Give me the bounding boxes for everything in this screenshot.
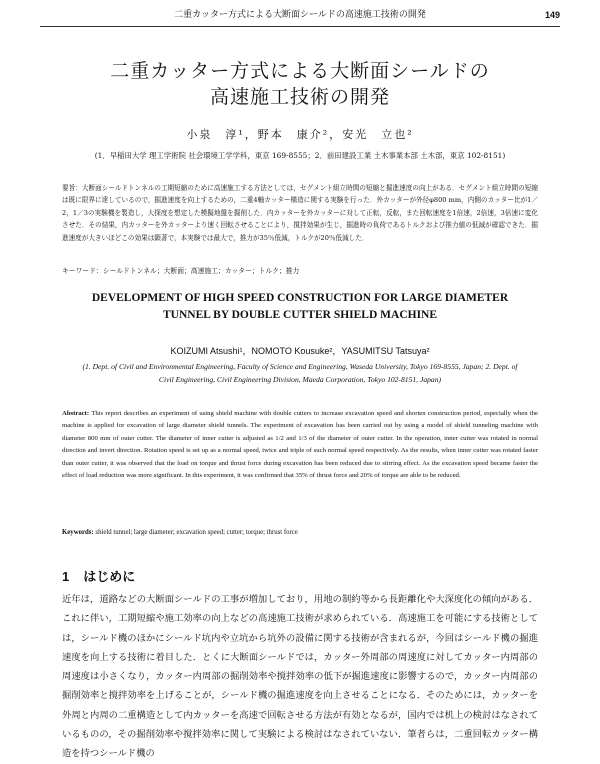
abstract-jp-text: 大断面シールドトンネルの工期短縮のために高速施工する方法としては，セグメント組立時間の短縮と掘進速度の向上がある．セグメント組立時間の短縮は既に限界に達しているので，掘進速度を向上するための，二重4軸カッター構造に関する実験を行った．外カッターが外径φ800 mm，内側のカッター比が1／2，1／3の実験機を製造し，大探度を想定した模擬地盤を掘削した．内カッターを外カッターに対して正転，反転，また回転速度を1倍速，2倍速，3倍速に変化させた．その結果，内カッターを外カッターより速く回転させることにより，撹拌効果が生じ，掘進時の負荷であるトルクおよび推力値の低減が確認できた．掘進速度が大きいほどこの効果は顕著で，本実験では最大で，推力が35％低減，トルクが20％低減した． xyxy=(62,184,538,242)
paper-title-en-line1: DEVELOPMENT OF HIGH SPEED CONSTRUCTION FOR LARGE DIAMETER xyxy=(91,292,509,304)
paper-title-jp-line2: 高速施工技術の開発 xyxy=(209,86,390,108)
abstract-jp xyxy=(62,182,538,244)
running-title: 二重カッター方式による大断面シールドの高速施工技術の開発 xyxy=(174,10,426,20)
keywords-en-label: Keywords: xyxy=(62,529,94,536)
section-title: はじめに xyxy=(83,570,136,585)
section-heading xyxy=(62,566,135,585)
authors-jp: 小泉 淳¹，野本 康介²，安光 立也² xyxy=(186,128,414,141)
keywords-jp-text: シールドトンネル；大断面；高速施工；カッター；トルク；推力 xyxy=(102,267,300,275)
section-number: 1 xyxy=(62,569,70,584)
abstract-en xyxy=(62,408,538,482)
abstract-en-label: Abstract: xyxy=(62,410,90,417)
keywords-en xyxy=(62,529,538,536)
page-number: 149 xyxy=(544,10,560,20)
paper-title-jp-line1: 二重カッター方式による大断面シールドの xyxy=(110,60,490,82)
keywords-jp-label: キーワード： xyxy=(62,267,103,275)
abstract-en-text: This report describes an experiment of using shield machine with double cutters to increase excavation speed and shorten construction period, especially when the machine is applied for excavation of large diameter shield tunnels. The experiment of excavation has been carried out by using a model of shield tunneling machine with diameter 800 mm of outer cutter. The diameter of inner cutter is adjusted as 1/2 and 1/3 of the diameter of outer cutter. In the operation, inner cutter was rotated in normal direction and invert direction. Rotation speed is set up as a normal speed, twice and triple of such normal speed respectively. As the results, when inner cutter was rotated faster than outer cutter, it was observed that the load on torque and thrust force during excavation has been reduced due to stirring effect. As the excavation speed became faster the effect of load reduction was more significant. In this experiment, it was confirmed that 35% of thrust force and 20% of torque are able to be reduced. xyxy=(62,410,538,480)
paper-title-jp xyxy=(40,58,560,110)
authors-en: KOIZUMI Atsushi¹，NOMOTO Kousuke²，YASUMITSU Tatsuya² xyxy=(170,346,430,356)
keywords-en-text: shield tunnel; large diameter; excavation speed; cutter; torque; thrust force xyxy=(95,529,298,536)
body-paragraph: 近年は，道路などの大断面シールドの工事が増加しており，用地の制約等から長距離化や大深度化の傾向がある．これに伴い，工期短縮や施工効率の向上などの高速施工技術が求められている．高速施工を可能にする技術としては，シールド機のほかにシールド坑内や立坑から坑外の設備に関する技術が含まれるが，今回はシールド機の掘進速度を向上する技術に着目した．とくに大断面シールドでは，カッター外周部の周速度に対してカッター内周部の周速度は小さくなり，カッター内周部の掘削効率や撹拌効率の低下が掘進速度に影響するので，カッター内周部の掘削効率と撹拌効率を上げることが，シールド機の掘進速度を向上させることになる．そのためには，カッターを外周と内周の二重構造として内カッターを高速で回転させる方法が有効となるが，国内では机上の検討はなされているものの，その掘削効率や撹拌効率に関して実験による検討はなされていない．筆者らは，二重回転カッター構造を持つシールド機の xyxy=(62,594,538,760)
affiliation-jp: (1．早稲田大学 理工学術院 社会環境工学学科，東京 169-8555；2．前田建設工業 土木事業本部 土木部，東京 102-8151) xyxy=(94,151,506,160)
paper-title-en xyxy=(40,290,560,324)
keywords-jp xyxy=(62,265,538,275)
running-header xyxy=(40,8,560,27)
paper-title-en-line2: TUNNEL BY DOUBLE CUTTER SHIELD MACHINE xyxy=(162,309,438,321)
affiliation-en: (1. Dept. of Civil and Environmental Engineering, Faculty of Science and Engineering, Waseda University, Tokyo 169-8555, Japan; 2. Dept. of Civil Engineering, Civil Engineering Division, Maeda Corporation, Tokyo 102-8151, Japan) xyxy=(82,362,518,384)
abstract-jp-label: 要旨： xyxy=(62,184,82,192)
